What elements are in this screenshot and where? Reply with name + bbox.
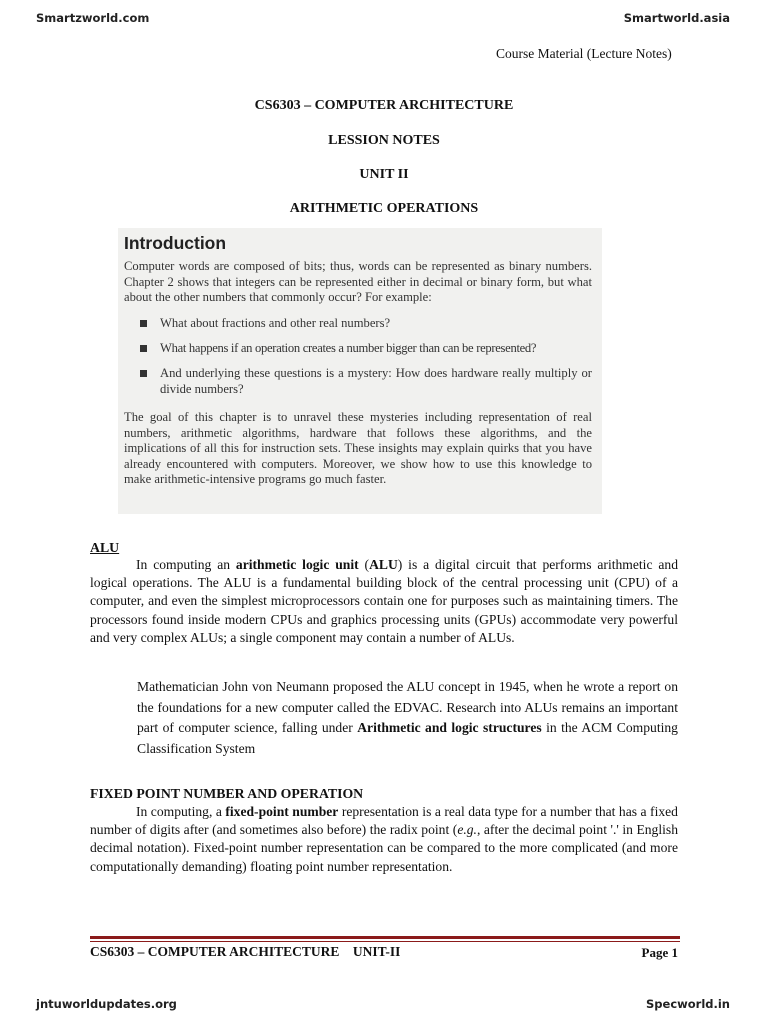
fixed-point-term-bold: fixed-point number	[225, 804, 339, 819]
alu-p2-text: in the ACM Computing Classification System	[137, 720, 678, 756]
excerpt-bullet-text: What about fractions and other real numbers?	[160, 316, 391, 330]
excerpt-bullet-text: What happens if an operation creates a number bigger than can be represented?	[160, 341, 537, 355]
footer-rule-thin	[90, 941, 680, 942]
fixed-point-italic: e.g.	[457, 822, 477, 838]
footer-course-label: CS6303 – COMPUTER ARCHITECTURE UNIT-II	[90, 944, 401, 959]
alu-p1-text: (	[358, 557, 370, 572]
alu-paragraph-2	[137, 677, 678, 759]
bullet-square-icon	[140, 320, 147, 327]
fixed-point-text: In computing, a	[136, 804, 226, 819]
alu-p1-text: ) is a digital circuit that performs arithmetic and logical operations. The ALU is a fundamental building block of the central processing unit (CPU) of a computer, and even the simplest microprocessors contain one for purposes such as maintaining timers. The processors found inside modern CPUs and graphics processing units (GPUs) accommodate very powerful and very complex ALUs; a single component may contain a number of ALUs.	[90, 557, 678, 645]
topic-title: ARITHMETIC OPERATIONS	[289, 201, 479, 216]
fixed-point-paragraph	[90, 803, 678, 876]
footer-page-number: Page 1	[641, 945, 678, 960]
excerpt-paragraph-1: Computer words are composed of bits; thus, words can be represented as binary numbers. Chapter 2 shows that integers can be represented either in decimal or binary form, but what about the other numbers that commonly occur? For example:	[124, 259, 592, 304]
watermark-top-right: Smartworld.asia	[623, 11, 730, 25]
alu-p2-bold: Arithmetic and logic structures	[357, 720, 542, 735]
alu-p1-text: In computing an	[136, 557, 236, 572]
excerpt-title: Introduction	[124, 233, 227, 253]
watermark-bottom-right: Specworld.in	[646, 997, 730, 1011]
course-material-label: Course Material (Lecture Notes)	[496, 46, 672, 61]
course-title: CS6303 – COMPUTER ARCHITECTURE	[254, 98, 514, 113]
fixed-point-text: , after the decimal point '.' in English decimal notation). Fixed-point number representation can be compared to the more complicated (and more computationally demanding) floating point number representation.	[90, 822, 678, 874]
fixed-point-heading: FIXED POINT NUMBER AND OPERATION	[90, 786, 364, 801]
alu-term-bold: arithmetic logic unit	[235, 557, 359, 572]
fixed-point-text: representation is a real data type for a number that has a fixed number of digits after (and sometimes also before) the radix point (	[90, 804, 678, 838]
lesson-title: LESSION NOTES	[328, 133, 440, 148]
footer-rule-thick	[90, 936, 680, 939]
introduction-excerpt-image	[118, 228, 602, 514]
alu-paragraph-1	[90, 556, 678, 647]
watermark-bottom-left: jntuworldupdates.org	[36, 997, 177, 1011]
bullet-square-icon	[140, 370, 147, 377]
unit-title: UNIT II	[359, 167, 409, 182]
excerpt-bullet-text: And underlying these questions is a mystery: How does hardware really multiply or divide numbers?	[160, 366, 592, 396]
bullet-square-icon	[140, 345, 147, 352]
watermark-top-left: Smartzworld.com	[36, 11, 150, 25]
alu-p2-text: Mathematician John von Neumann proposed the ALU concept in 1945, when he wrote a report on the foundations for a new computer called the EDVAC. Research into ALUs remains an important part of computer science, falling under	[137, 679, 678, 735]
alu-heading: ALU	[90, 540, 120, 555]
alu-abbr-bold: ALU	[369, 557, 398, 572]
excerpt-paragraph-2: The goal of this chapter is to unravel these mysteries including representation of real numbers, arithmetic algorithms, hardware that follows these algorithms, and the implications of all this for instruction sets. These insights may explain quirks that you have already encountered with computers. Moreover, we show how to use this knowledge to make arithmetic-intensive programs go much faster.	[124, 410, 592, 486]
